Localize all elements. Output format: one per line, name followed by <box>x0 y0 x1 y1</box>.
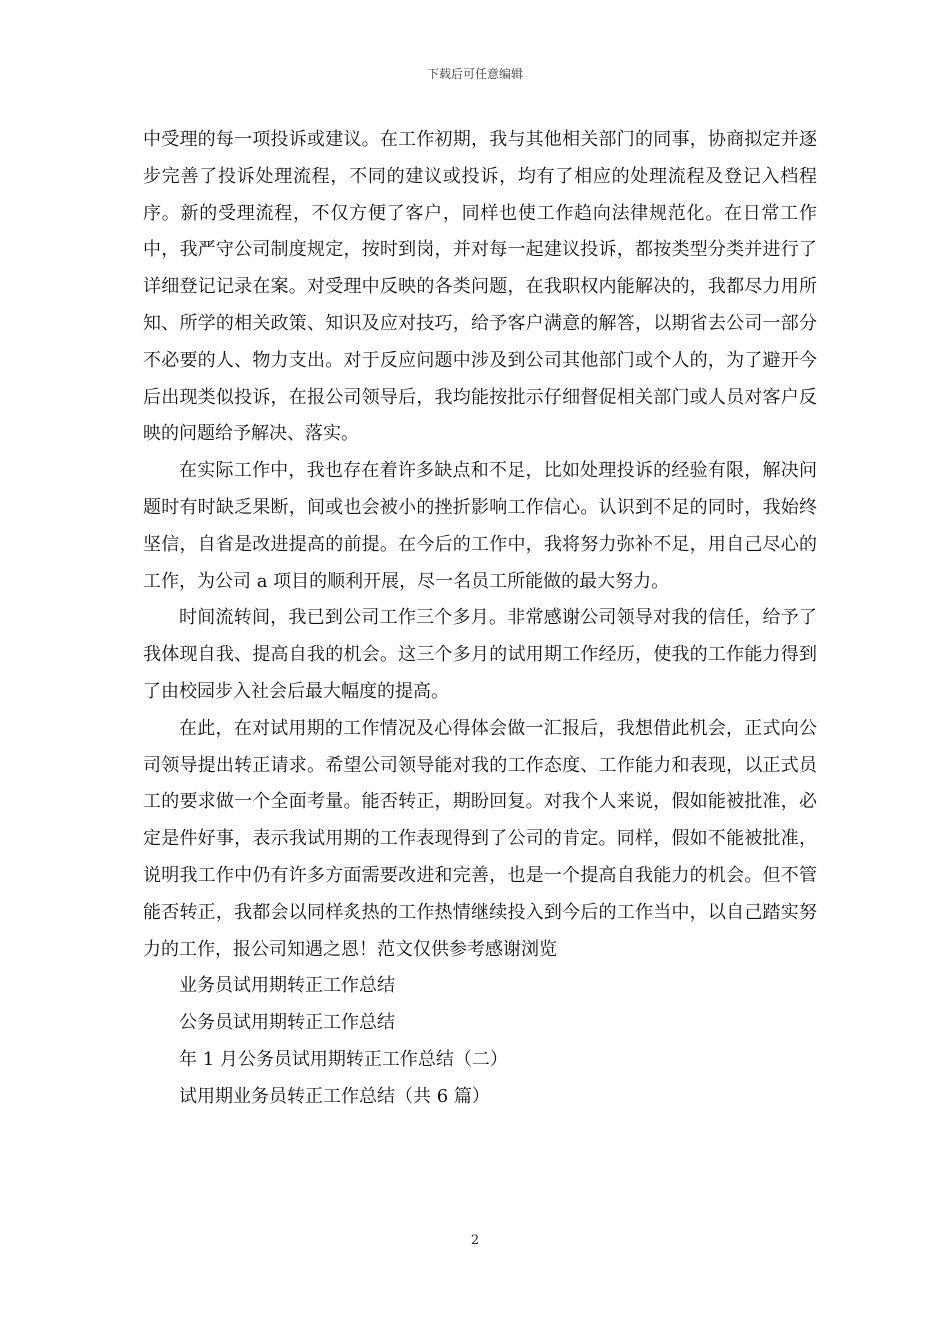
paragraph-gratitude: 时间流转间，我已到公司工作三个多月。非常感谢公司领导对我的信任，给予了我体现自我、提高自我的机会。这三个多月的试用期工作经历，使我的工作能力得到了由校园步入社会后最大幅度的提高。 <box>143 607 817 702</box>
paragraph-shortcomings: 在实际工作中，我也存在着许多缺点和不足，比如处理投诉的经验有限，解决问题时有时缺乏果断，间或也会被小的挫折影响工作信心。认识到不足的同时，我始终坚信，自省是改进提高的前提。在今后的工作中，我将努力弥补不足，用自己尽心的工作，为公司 a 项目的顺利开展，尽一名员工所能做的最大努力。 <box>143 460 817 592</box>
related-title: 年 1 月公务员试用期转正工作总结（二） <box>179 1048 508 1070</box>
paragraph-request: 在此，在对试用期的工作情况及心得体会做一汇报后，我想借此机会，正式向公司领导提出转正请求。希望公司领导能对我的工作态度、工作能力和表现，以正式员工的要求做一个全面考量。能否转正，期盼回复。对我个人来说，假如能被批准，必定是件好事，表示我试用期的工作表现得到了公司的肯定。同样，假如不能被批准，说明我工作中仍有许多方面需要改进和完善，也是一个提高自我能力的机会。但不管能否转正，我都会以同样炙热的工作热情继续投入到今后的工作当中，以自己踏实努力的工作，报公司知遇之恩！范文仅供参考感谢浏览 <box>143 717 817 960</box>
related-title: 业务员试用期转正工作总结 <box>179 975 395 997</box>
paragraph-continued: 中受理的每一项投诉或建议。在工作初期，我与其他相关部门的同事，协商拟定并逐步完善了投诉处理流程，不同的建议或投诉，均有了相应的处理流程及登记入档程序。新的受理流程，不仅方便了客户，同样也使工作趋向法律规范化。在日常工作中，我严守公司制度规定，按时到岗，并对每一起建议投诉，都按类型分类并进行了详细登记记录在案。对受理中反映的各类问题，在我职权内能解决的，我都尽力用所知、所学的相关政策、知识及应对技巧，给予客户满意的解答，以期省去公司一部分不必要的人、物力支出。对于反应问题中涉及到公司其他部门或个人的，为了避开今后出现类似投诉，在报公司领导后，我均能按批示仔细督促相关部门或人员对客户反映的问题给予解决、落实。 <box>143 129 817 445</box>
page-header: 下载后可任意编辑 <box>426 67 523 81</box>
page-number: 2 <box>470 1233 480 1248</box>
related-title: 公务员试用期转正工作总结 <box>179 1012 395 1034</box>
document-body <box>143 122 817 1116</box>
related-title: 试用期业务员转正工作总结（共 6 篇） <box>179 1085 490 1107</box>
